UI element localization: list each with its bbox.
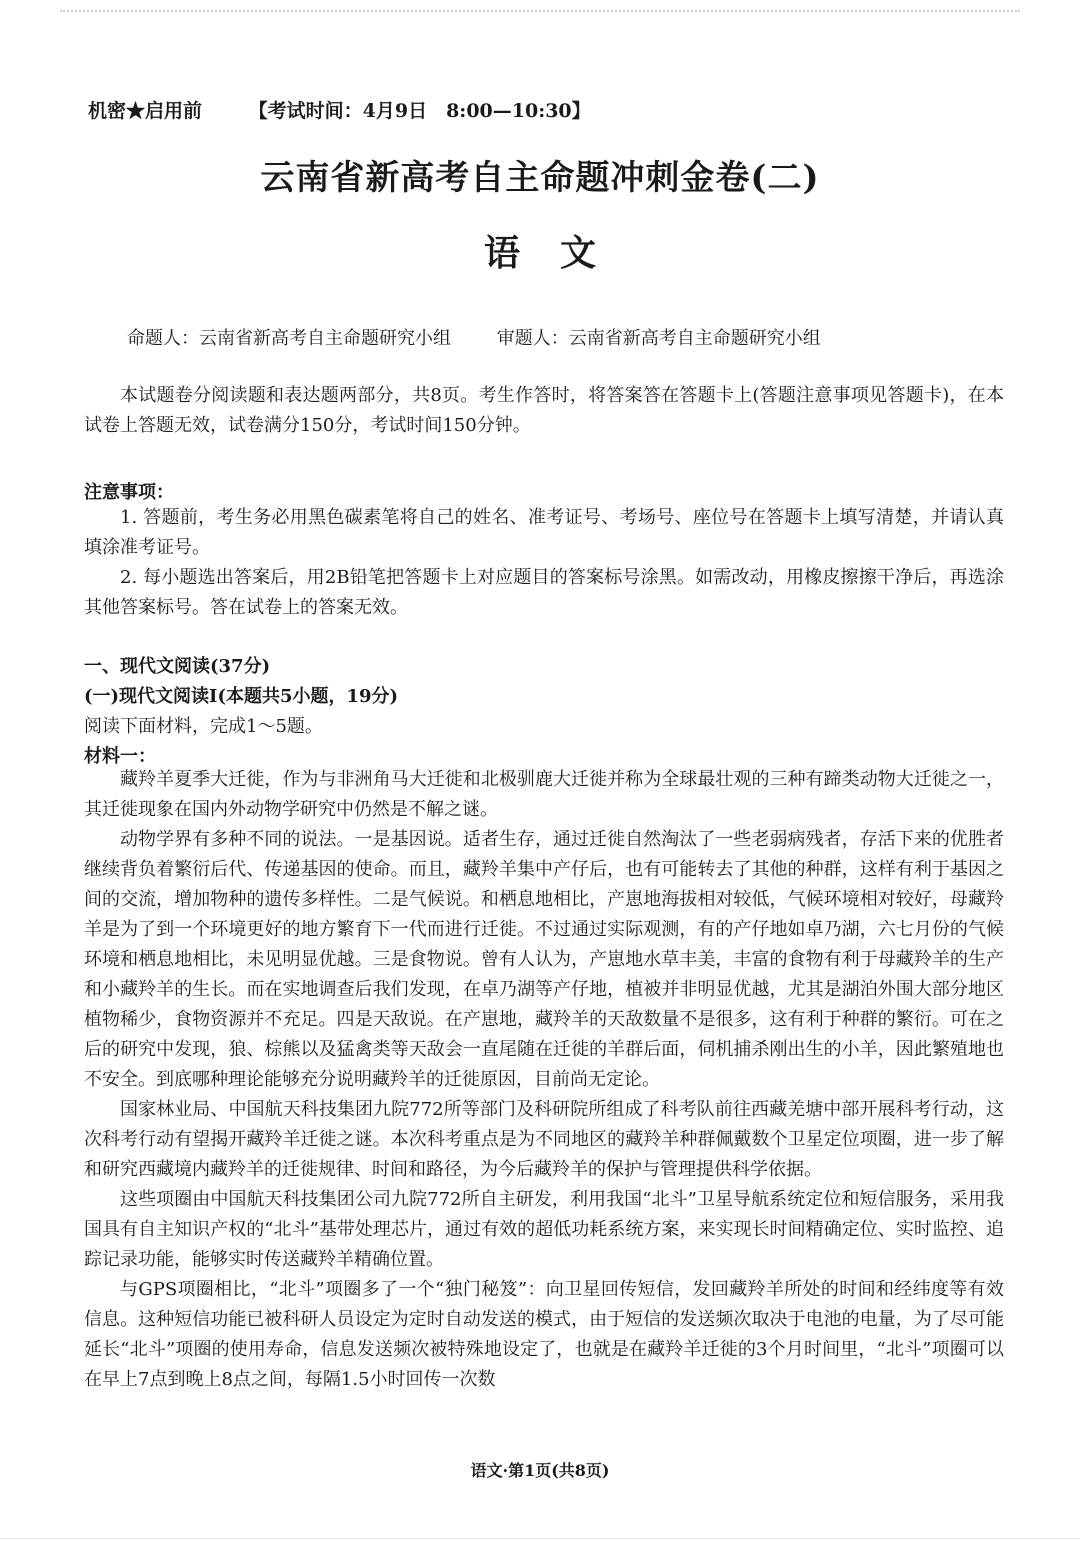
top-border [60,10,1020,14]
page-footer: 语文·第1页(共8页) [470,1461,610,1480]
intro-paragraph: 本试题卷分阅读题和表达题两部分，共8页。考生作答时，将答案答在答题卡上(答题注意事项见答题卡)，在本试卷上答题无效，试卷满分150分，考试时间150分钟。 [84,385,1004,436]
section-heading: 一、现代文阅读(37分) [84,656,271,677]
material-paragraph: 与GPS项圈相比，“北斗”项圈多了一个“独门秘笈”：向卫星回传短信，发回藏羚羊所处的时间和经纬度等有效信息。这种短信功能已被科研人员设定为定时自动发送的模式，由于短信的发送频次取决于电池的电量，为了尽可能延长“北斗”项圈的使用寿命，信息发送频次被特殊地设定了，也就是在藏羚羊迁徙的3个月时间里，“北斗”项圈可以在早上7点到晚上8点之间，每隔1.5小时回传一次数 [84,1279,1004,1390]
notes-list [84,503,1004,623]
material-paragraph: 这些项圈由中国航天科技集团公司九院772所自主研发，利用我国“北斗”卫星导航系统定位和短信服务，采用我国具有自主知识产权的“北斗”基带处理芯片，通过有效的超低功耗系统方案，来实现长时间精确定位、实时监控、追踪记录功能，能够实时传送藏羚羊精确位置。 [84,1189,1004,1270]
material-paragraph: 动物学界有多种不同的说法。一是基因说。适者生存，通过迁徙自然淘汰了一些老弱病残者，存活下来的优胜者继续背负着繁衍后代、传递基因的使命。而且，藏羚羊集中产仔后，也有可能转去了其他的种群，这样有利于基因之间的交流，增加物种的遗传多样性。二是气候说。和栖息地相比，产崽地海拔相对较低，气候环境相对较好，母藏羚羊是为了到一个环境更好的地方繁育下一代而进行迁徙。不过通过实际观测，有的产仔地如卓乃湖，六七月份的气候环境和栖息地相比，未见明显优越。三是食物说。曾有人认为，产崽地水草丰美，丰富的食物有利于母藏羚羊的生产和小藏羚羊的生长。而在实地调查后我们发现，在卓乃湖等产仔地，植被并非明显优越，尤其是湖泊外围大部分地区植物稀少，食物资源并不充足。四是天敌说。在产崽地，藏羚羊的天敌数量不是很多，这有利于种群的繁衍。可在之后的研究中发现，狼、棕熊以及猛禽类等天敌会一直尾随在迁徙的羊群后面，伺机捕杀刚出生的小羊，因此繁殖地也不安全。到底哪种理论能够充分说明藏羚羊的迁徙原因，目前尚无定论。 [84,829,1004,1090]
note-item-2: 2. 每小题选出答案后，用2B铅笔把答题卡上对应题目的答案标号涂黑。如需改动，用橡皮擦擦干净后，再选涂其他答案标号。答在试卷上的答案无效。 [84,567,1004,618]
confidential-label: 机密★启用前 [88,100,203,122]
material-paragraph: 国家林业局、中国航天科技集团九院772所等部门及科研院所组成了科考队前往西藏羌塘中部开展科考行动，这次科考行动有望揭开藏羚羊迁徙之谜。本次科考重点是为不同地区的藏羚羊种群佩戴数个卫星定位项圈，进一步了解和研究西藏境内藏羚羊的迁徙规律、时间和路径，为今后藏羚羊的保护与管理提供科学依据。 [84,1099,1004,1180]
notes-heading: 注意事项： [84,482,174,503]
note-item-1: 1. 答题前，考生务必用黑色碳素笔将自己的姓名、准考证号、考场号、座位号在答题卡上填写清楚，并请认真填涂准考证号。 [84,507,1004,558]
question-setter: 命题人：云南省新高考自主命题研究小组 [127,328,451,349]
exam-time: 【考试时间：4月9日 8:00—10:30】 [248,100,591,122]
intro-block [84,381,1004,441]
bottom-border [0,1538,1080,1539]
material-label: 材料一： [84,746,156,767]
subject-title: 语文 [483,232,636,274]
exam-header [88,96,591,123]
section-subheading: (一)现代文阅读Ⅰ(本题共5小题，19分) [84,686,399,707]
authors-line [127,324,821,350]
exam-title: 云南省新高考自主命题冲刺金卷(二) [260,158,820,198]
material-paragraph: 藏羚羊夏季大迁徙，作为与非洲角马大迁徙和北极驯鹿大迁徙并称为全球最壮观的三种有蹄类动物大迁徙之一，其迁徙现象在国内外动物学研究中仍然是不解之谜。 [84,769,1004,820]
section-instruction: 阅读下面材料，完成1～5题。 [84,716,323,737]
material-one [84,765,1004,1395]
section-1-header [84,652,1004,772]
question-reviewer: 审题人：云南省新高考自主命题研究小组 [496,328,821,349]
